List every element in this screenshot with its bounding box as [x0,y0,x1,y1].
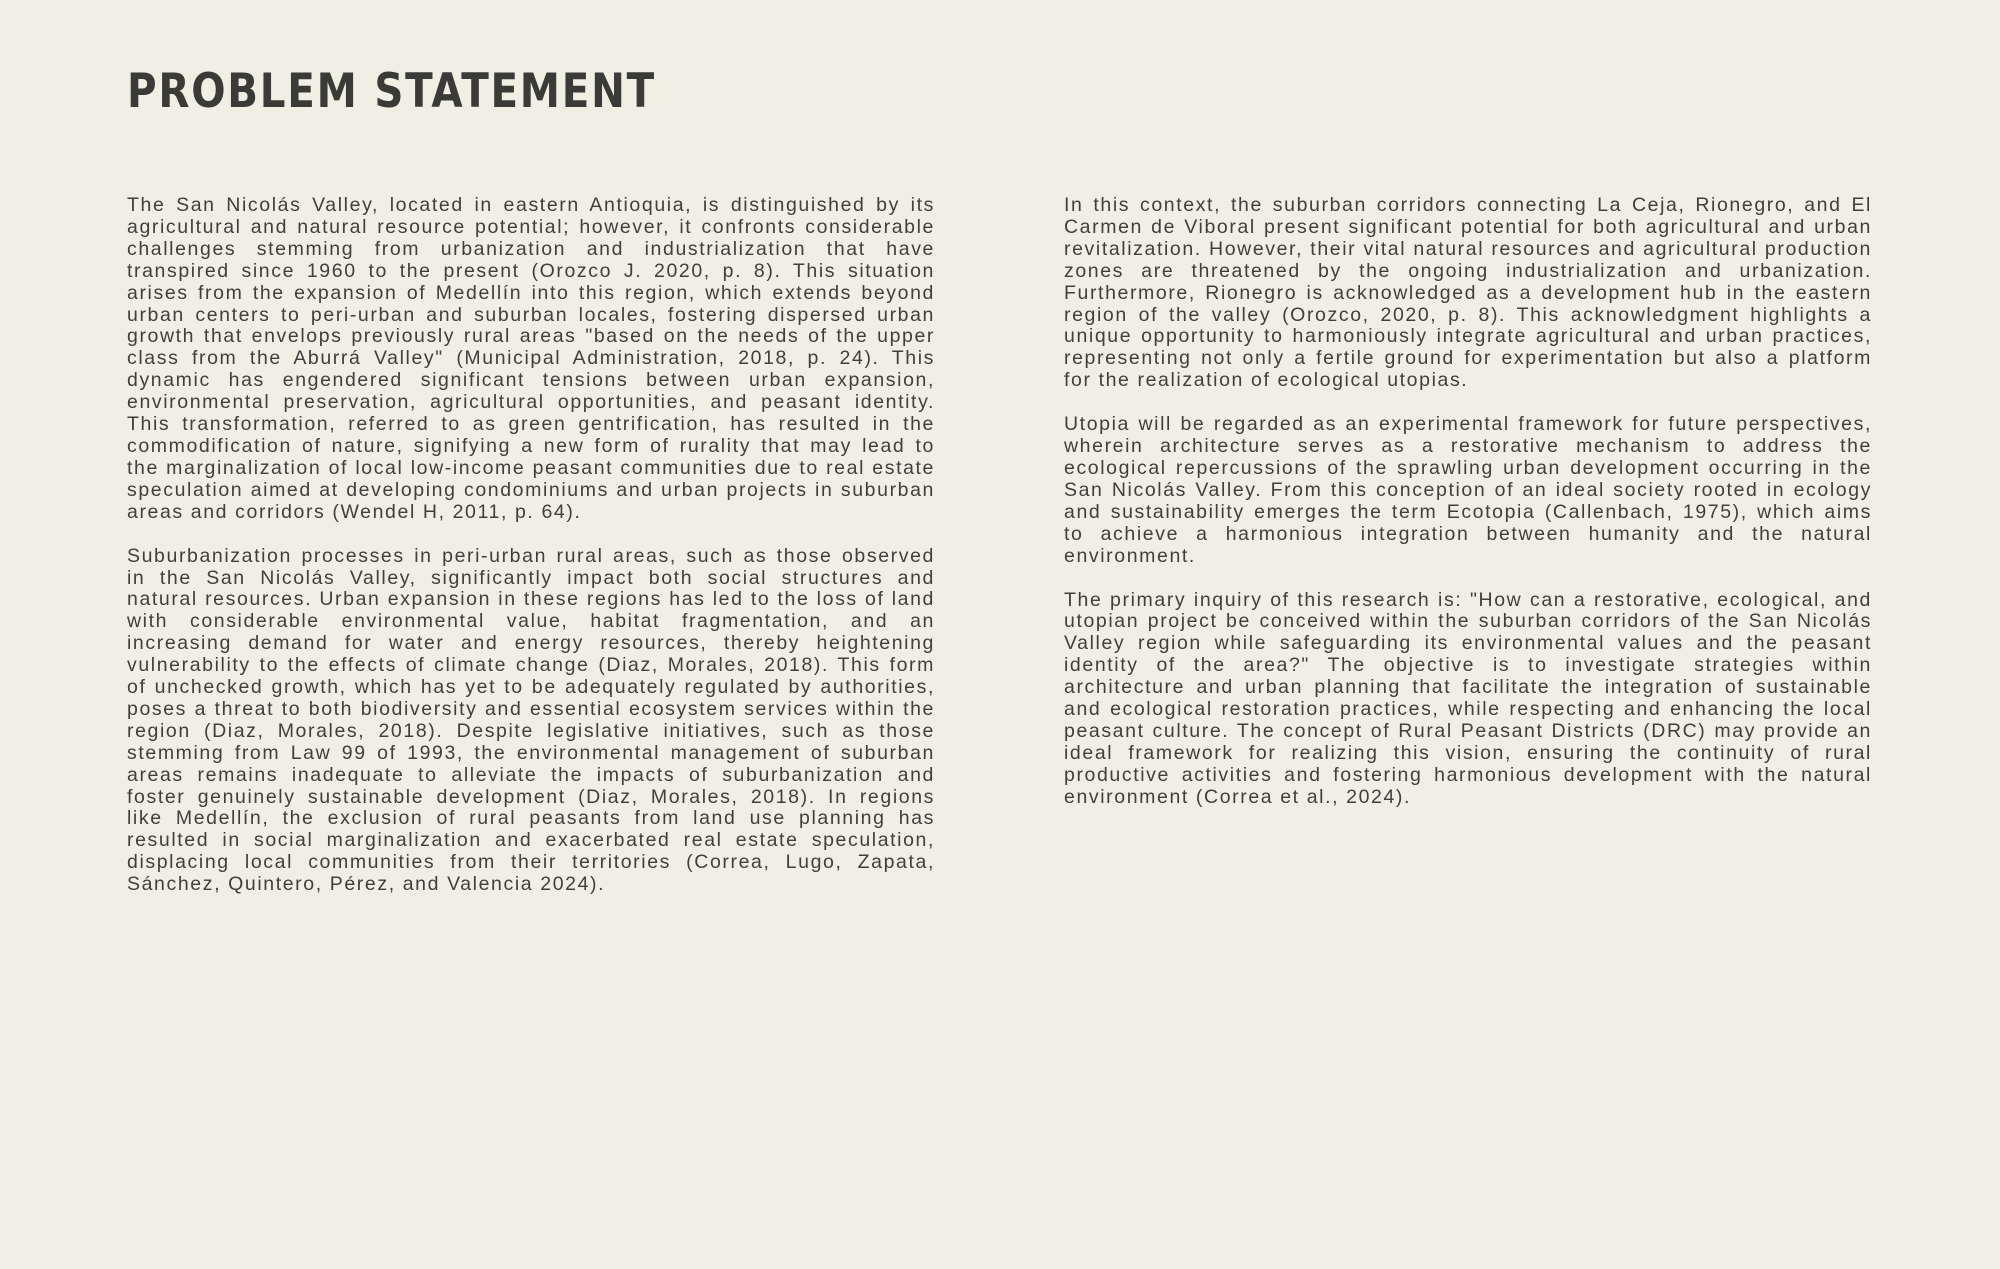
left-column [127,195,935,918]
paragraph-suburban-corridors: In this context, the suburban corridors connecting La Ceja, Rionegro, and El Carmen de Viboral present significant potential for both agricultural and urban revitalization. However, their vital natural resources and agricultural production zones are threatened by the ongoing industrialization and urbanization. Furthermore, Rionegro is acknowledged as a development hub in the eastern region of the valley (Orozco, 2020, p. 8). This acknowledgment highlights a unique opportunity to harmoniously integrate agricultural and urban practices, representing not only a fertile ground for experimentation but also a platform for the realization of ecological utopias. [1064,194,1872,392]
paragraph-research-inquiry: The primary inquiry of this research is: "How can a restorative, ecological, and utopian project be conceived within the suburban corridors of the San Nicolás Valley region while safeguarding its environmental values and the peasant identity of the area?" The objective is to investigate strategies within architecture and urban planning that facilitate the integration of sustainable and ecological restoration practices, while respecting and enhancing the local peasant culture. The concept of Rural Peasant Districts (DRC) may provide an ideal framework for realizing this vision, ensuring the continuity of rural productive activities and fostering harmonious development with the natural environment (Correa et al., 2024). [1064,588,1872,808]
paragraph-suburbanization: Suburbanization processes in peri-urban rural areas, such as those observed in the San Nicolás Valley, significantly impact both social structures and natural resources. Urban expansion in these regions has led to the loss of land with considerable environmental value, habitat fragmentation, and an increasing demand for water and energy resources, thereby heightening vulnerability to the effects of climate change (Diaz, Morales, 2018). This form of unchecked growth, which has yet to be adequately regulated by authorities, poses a threat to both biodiversity and essential ecosystem services within the region (Diaz, Morales, 2018). Despite legislative initiatives, such as those stemming from Law 99 of 1993, the environmental management of suburban areas remains inadequate to alleviate the impacts of suburbanization and foster genuinely sustainable development (Diaz, Morales, 2018). In regions like Medellín, the exclusion of rural peasants from land use planning has resulted in social marginalization and exacerbated real estate speculation, displacing local communities from their territories (Correa, Lugo, Zapata, Sánchez, Quintero, Pérez, and Valencia 2024). [127,544,935,896]
page-title: PROBLEM STATEMENT [127,64,656,119]
right-column [1064,195,1872,831]
paragraph-utopia: Utopia will be regarded as an experimental framework for future perspectives, wherein architecture serves as a restorative mechanism to address the ecological repercussions of the sprawling urban development occurring in the San Nicolás Valley. From this conception of an ideal society rooted in ecology and sustainability emerges the term Ecotopia (Callenbach, 1975), which aims to achieve a harmonious integration between humanity and the natural environment. [1064,413,1872,567]
paragraph-valley-context: The San Nicolás Valley, located in eastern Antioquia, is distinguished by its agricultural and natural resource potential; however, it confronts considerable challenges stemming from urbanization and industrialization that have transpired since 1960 to the present (Orozco J. 2020, p. 8). This situation arises from the expansion of Medellín into this region, which extends beyond urban centers to peri-urban and suburban locales, fostering dispersed urban growth that envelops previously rural areas "based on the needs of the upper class from the Aburrá Valley" (Municipal Administration, 2018, p. 24). This dynamic has engendered significant tensions between urban expansion, environmental preservation, agricultural opportunities, and peasant identity. This transformation, referred to as green gentrification, has resulted in the commodification of nature, signifying a new form of rurality that may lead to the marginalization of local low-income peasant communities due to real estate speculation aimed at developing condominiums and urban projects in suburban areas and corridors (Wendel H, 2011, p. 64). [127,194,935,523]
